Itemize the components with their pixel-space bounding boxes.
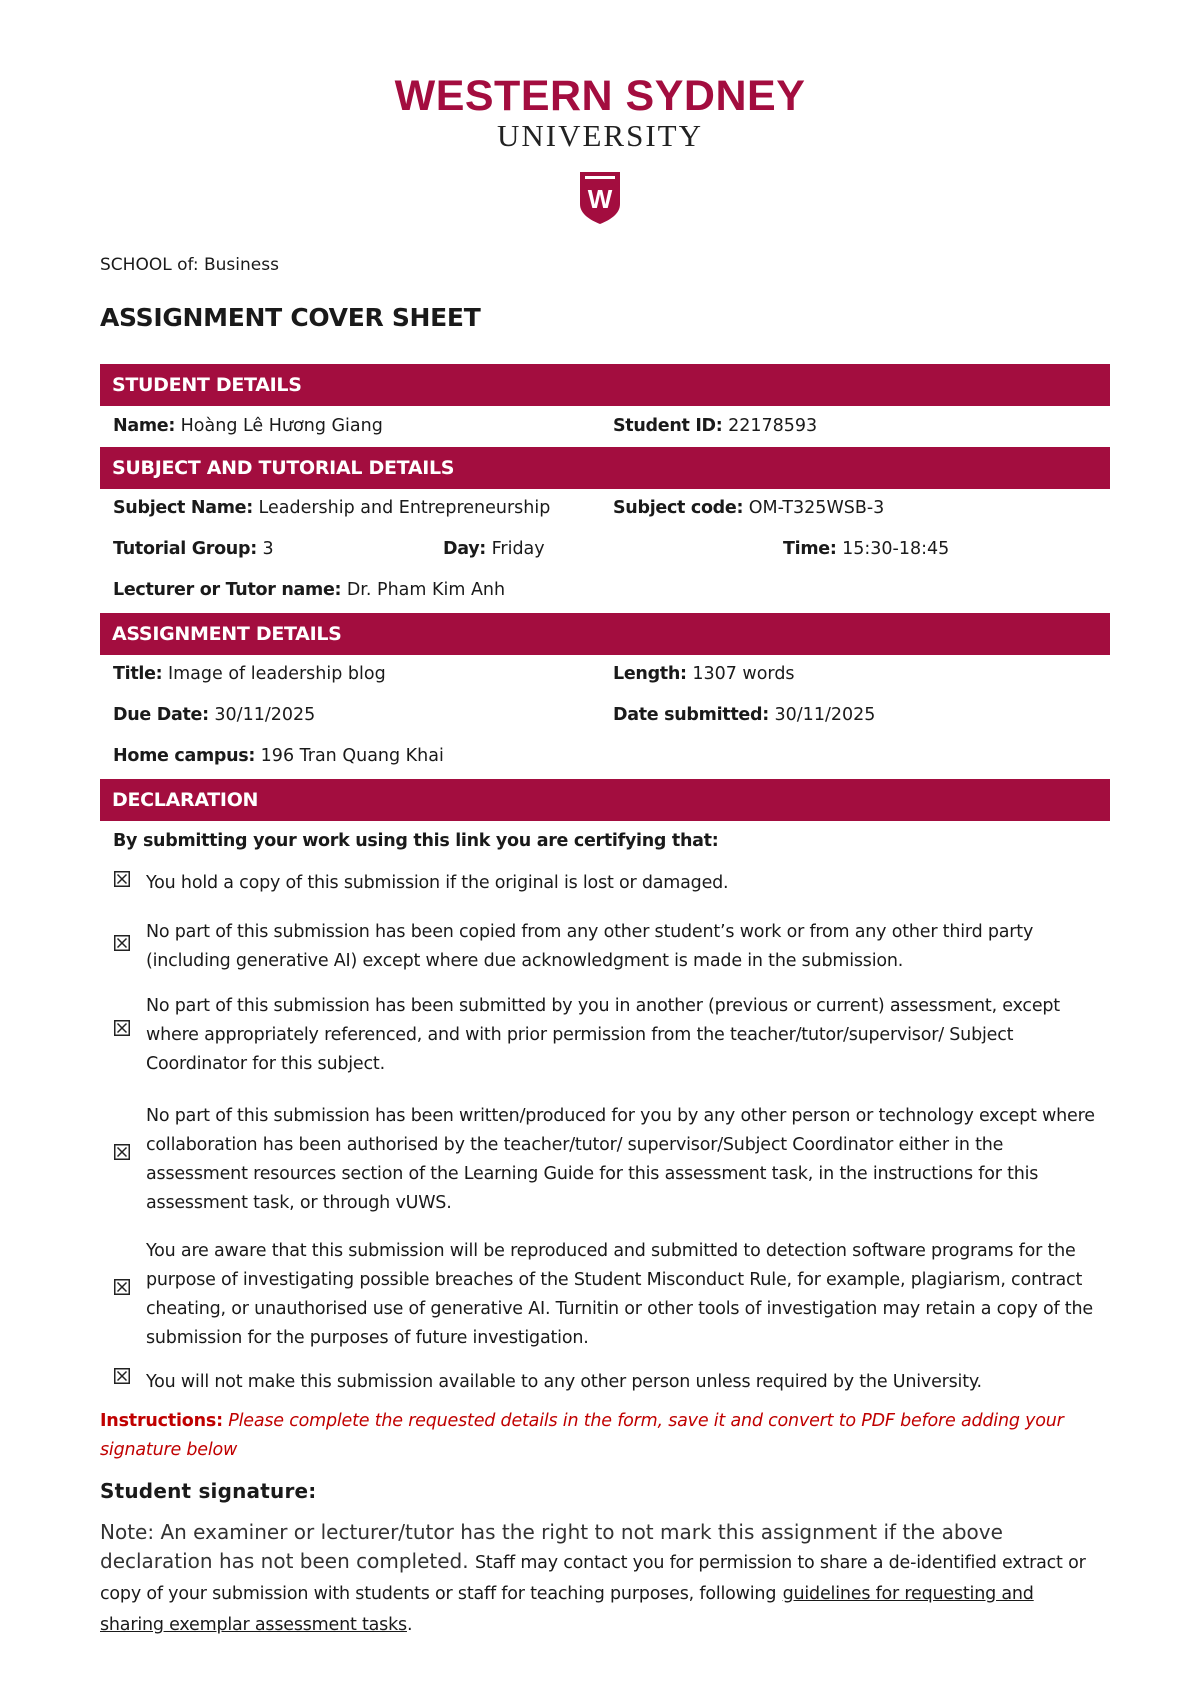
length-value: 1307 words <box>692 664 795 684</box>
home-campus-value: 196 Tran Quang Khai <box>260 746 444 766</box>
tutorial-group-field <box>113 539 274 559</box>
subject-code-field <box>613 498 884 518</box>
instructions-text <box>100 1407 1100 1465</box>
lecturer-label: Lecturer or Tutor name: <box>113 580 342 600</box>
note-end-period: . <box>406 1615 413 1635</box>
note-paragraph <box>100 1518 1100 1640</box>
length-label: Length: <box>613 664 687 684</box>
home-campus-label: Home campus: <box>113 746 256 766</box>
date-submitted-value: 30/11/2025 <box>774 705 876 725</box>
logo-wordmark-western-sydney: WESTERN SYDNEY <box>394 72 806 120</box>
declaration-item-5: You are aware that this submission will be reproduced and submitted to detection software programs for the purpose of investigating possible breaches of the Student Misconduct Rule, for example, plagiarism, contract cheating, or unauthorised use of generative AI. Turnitin or other tools of investigation may retain a copy of the submission for the purposes of future investigation. <box>146 1241 1093 1348</box>
name-label: Name: <box>113 416 176 436</box>
tutorial-group-label: Tutorial Group: <box>113 539 257 559</box>
section-bar-subject-details: SUBJECT AND TUTORIAL DETAILS <box>100 447 1110 489</box>
declaration-item-3: No part of this submission has been submitted by you in another (previous or current) assessment, except where appropriately referenced, and with prior permission from the teacher/tutor/supervisor/ Subject Coordinator for this subject. <box>146 996 1060 1074</box>
home-campus-field <box>113 746 444 766</box>
time-value: 15:30-18:45 <box>842 539 950 559</box>
subject-code-value: OM-T325WSB-3 <box>748 498 885 518</box>
note-text: Note: An examiner or lecturer/tutor has the right to not mark this assignment if the above declaration has not been completed. <box>100 1520 1003 1573</box>
school-label: SCHOOL of: Business <box>100 255 279 275</box>
declaration-item-1: You hold a copy of this submission if the original is lost or damaged. <box>146 873 729 893</box>
lecturer-field <box>113 580 505 600</box>
student-signature-label: Student signature: <box>100 1479 317 1503</box>
section-bar-student-details: STUDENT DETAILS <box>100 364 1110 406</box>
subject-name-field <box>113 498 550 518</box>
declaration-item-4: No part of this submission has been written/produced for you by any other person or technology except where collaboration has been authorised by the teacher/tutor/ supervisor/Subject Coordinator either in the assessment resources section of the Learning Guide for this assessment task, in the instructions for this assessment task, or through vUWS. <box>146 1106 1095 1213</box>
declaration-item-2: No part of this submission has been copied from any other student’s work or from any other third party (including generative AI) except where due acknowledgment is made in the submission. <box>146 922 1034 971</box>
declaration-intro: By submitting your work using this link you are certifying that: <box>113 831 719 851</box>
due-date-value: 30/11/2025 <box>214 705 316 725</box>
length-field <box>613 664 795 684</box>
due-date-field <box>113 705 315 725</box>
subject-code-label: Subject code: <box>613 498 744 518</box>
section-bar-assignment-details: ASSIGNMENT DETAILS <box>100 613 1110 655</box>
checkbox-checked-icon[interactable] <box>114 871 130 887</box>
declaration-item-6: You will not make this submission available to any other person unless required by the University. <box>146 1372 982 1392</box>
date-submitted-label: Date submitted: <box>613 705 769 725</box>
exemplar-guidelines-link[interactable]: guidelines for requesting and sharing exemplar assessment tasks <box>100 1584 1034 1635</box>
day-field <box>443 539 545 559</box>
checkbox-checked-icon[interactable] <box>114 935 130 951</box>
checkbox-checked-icon[interactable] <box>114 1279 130 1295</box>
tutorial-group-value: 3 <box>262 539 274 559</box>
name-value: Hoàng Lê Hương Giang <box>180 416 383 436</box>
page-title: ASSIGNMENT COVER SHEET <box>100 303 481 332</box>
subject-name-label: Subject Name: <box>113 498 253 518</box>
student-id-field <box>613 416 817 436</box>
crest-letter: W <box>587 184 613 214</box>
assignment-title-value: Image of leadership blog <box>167 664 386 684</box>
shield-crest-icon <box>578 170 622 226</box>
day-label: Day: <box>443 539 487 559</box>
time-label: Time: <box>783 539 837 559</box>
subject-name-value: Leadership and Entrepreneurship <box>258 498 551 518</box>
section-bar-declaration: DECLARATION <box>100 779 1110 821</box>
student-id-label: Student ID: <box>613 416 723 436</box>
assignment-title-label: Title: <box>113 664 163 684</box>
student-id-value: 22178593 <box>728 416 818 436</box>
name-field <box>113 416 383 436</box>
checkbox-checked-icon[interactable] <box>114 1020 130 1036</box>
lecturer-value: Dr. Pham Kim Anh <box>346 580 506 600</box>
assignment-title-field <box>113 664 386 684</box>
day-value: Friday <box>491 539 545 559</box>
due-date-label: Due Date: <box>113 705 209 725</box>
instructions-body: Please complete the requested details in the form, save it and convert to PDF before adding your signature below <box>100 1411 1064 1460</box>
note-sharing-text: Staff may contact you for permission to share a de-identified extract or copy of your submission with students or staff for teaching purposes, following <box>100 1553 1086 1604</box>
instructions-label: Instructions: <box>100 1411 223 1431</box>
logo-wordmark-university: UNIVERSITY <box>497 118 703 153</box>
date-submitted-field <box>613 705 875 725</box>
time-field <box>783 539 949 559</box>
university-logo <box>0 72 1200 226</box>
checkbox-checked-icon[interactable] <box>114 1368 130 1384</box>
checkbox-checked-icon[interactable] <box>114 1144 130 1160</box>
